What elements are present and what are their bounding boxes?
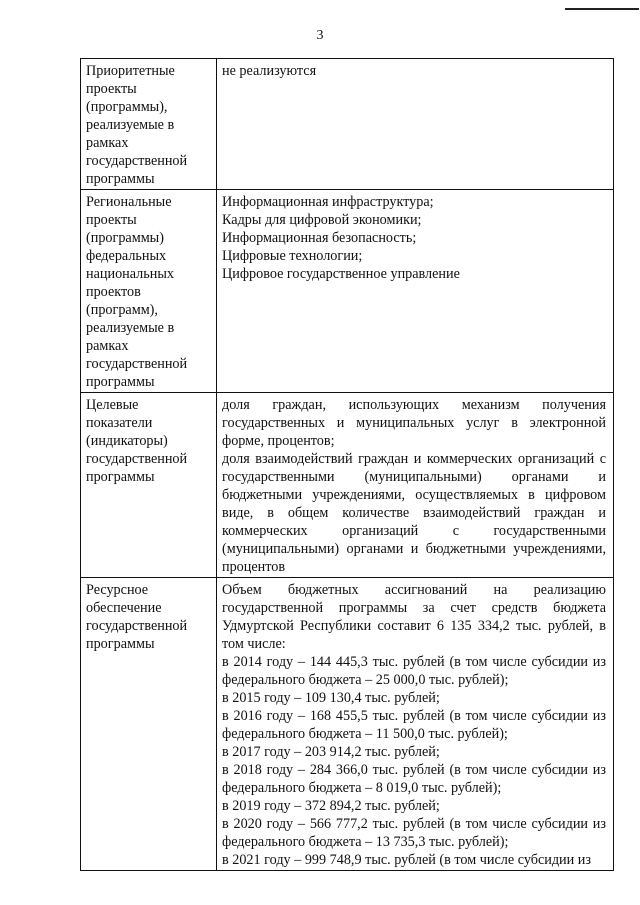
label-line: национальных (86, 266, 174, 282)
label-line: государственной (86, 618, 188, 634)
content-paragraph: Цифровые технологии; (222, 248, 363, 264)
label-line: рамках (86, 135, 129, 151)
content-paragraph: в 2014 году – 144 445,3 тыс. рублей (в том числе субсидии из федерального бюджета – 25 000,0 тыс. рублей); (222, 654, 606, 688)
content-paragraph: в 2015 году – 109 130,4 тыс. рублей; (222, 690, 440, 706)
content-paragraph: Информационная инфраструктура; (222, 194, 434, 210)
content-paragraph: Объем бюджетных ассигнований на реализацию государственной программы за счет средств бюджета Удмуртской Республики составит 6 135 334,2 тыс. рублей, в том числе: (222, 582, 606, 652)
content-paragraph: Информационная безопасность; (222, 230, 417, 246)
row-label (81, 190, 217, 393)
row-content (217, 393, 614, 578)
table-row-regional-projects (81, 190, 614, 393)
content-paragraph: Цифровое государственное управление (222, 266, 460, 282)
label-line: (программы) (86, 230, 164, 246)
label-line: проекты (86, 81, 137, 97)
row-content (217, 190, 614, 393)
top-edge-line (565, 8, 639, 10)
label-line: Целевые (86, 397, 139, 413)
label-line: программы (86, 469, 155, 485)
label-line: государственной (86, 356, 188, 372)
label-line: программы (86, 636, 155, 652)
label-line: Региональные (86, 194, 172, 210)
table-row-target-indicators (81, 393, 614, 578)
content-paragraph: в 2016 году – 168 455,5 тыс. рублей (в том числе субсидии из федерального бюджета – 11 500,0 тыс. рублей); (222, 708, 606, 742)
label-line: обеспечение (86, 600, 162, 616)
row-content (217, 59, 614, 190)
label-line: (программы), (86, 99, 168, 115)
content-paragraph: доля граждан, использующих механизм получения государственных и муниципальных услуг в электронной форме, процентов; (222, 397, 606, 449)
label-line: показатели (86, 415, 153, 431)
label-line: (индикаторы) (86, 433, 168, 449)
content-paragraph: в 2021 году – 999 748,9 тыс. рублей (в том числе субсидии из (222, 852, 591, 868)
row-label (81, 393, 217, 578)
content-paragraph: в 2020 году – 566 777,2 тыс. рублей (в том числе субсидии из федерального бюджета – 13 735,3 тыс. рублей); (222, 816, 606, 850)
label-line: государственной (86, 451, 188, 467)
label-line: федеральных (86, 248, 167, 264)
label-line: рамках (86, 338, 129, 354)
label-line: Ресурсное (86, 582, 149, 598)
label-line: реализуемые в (86, 117, 175, 133)
label-line: Приоритетные (86, 63, 175, 79)
row-label (81, 59, 217, 190)
row-label (81, 578, 217, 871)
content-paragraph: в 2018 году – 284 366,0 тыс. рублей (в том числе субсидии из федерального бюджета – 8 019,0 тыс. рублей); (222, 762, 606, 796)
table-row-priority-projects (81, 59, 614, 190)
content-paragraph: Кадры для цифровой экономики; (222, 212, 422, 228)
label-line: реализуемые в (86, 320, 175, 336)
label-line: программы (86, 171, 155, 187)
label-line: проекты (86, 212, 137, 228)
label-line: программы (86, 374, 155, 390)
label-line: государственной (86, 153, 188, 169)
content-paragraph: в 2019 году – 372 894,2 тыс. рублей; (222, 798, 440, 814)
program-passport-table (80, 58, 614, 871)
row-content (217, 578, 614, 871)
content-paragraph: в 2017 году – 203 914,2 тыс. рублей; (222, 744, 440, 760)
label-line: (программ), (86, 302, 158, 318)
label-line: проектов (86, 284, 141, 300)
table-row-resource-provision (81, 578, 614, 871)
content-paragraph: доля взаимодействий граждан и коммерческих организаций с государственными (муниципальными) органами и бюджетными учреждениями, осуществляемых в цифровом виде, в общем количестве взаимодействий граждан и коммерческих организаций с государственными (муниципальными) органами и бюджетными учреждениями, процентов (222, 451, 606, 575)
page-number: 3 (316, 28, 324, 43)
content-paragraph: не реализуются (222, 63, 317, 79)
